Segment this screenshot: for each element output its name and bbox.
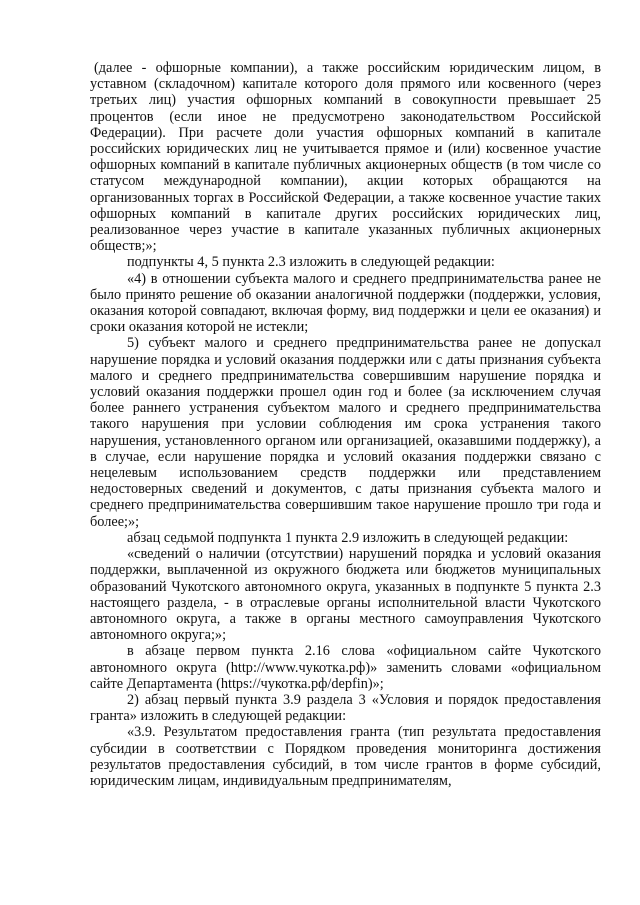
paragraph-clause-2-16: в абзаце первом пункта 2.16 слова «официальном сайте Чукотского автономного округа (http://www.чукотка.рф)» заменить словами «официальном сайте Департамента (https://чукотка.рф/depfin)»; <box>90 643 601 692</box>
paragraph-offshore-definition: (далее - офшорные компании), а также российским юридическим лицом, в уставном (складочном) капитале которого доля прямого или косвенного (через третьих лиц) участия офшорных компаний в совокупности превышает 25 процентов (если иное не предусмотрено законодательством Российской Федерации). При расчете доли участия офшорных компаний в капитале российских юридических лиц не учитывается прямое и (или) косвенное участие офшорных компаний в капитале публичных акционерных обществ (в том числе со статусом международной компании), акции которых обращаются на организованных торгах в Российской Федерации, а также косвенное участие таких офшорных компаний в капитале других российских юридических лиц, реализованное через участие в капитале указанных публичных акционерных обществ;»; <box>90 60 601 255</box>
paragraph-subitem-4: «4) в отношении субъекта малого и среднего предпринимательства ранее не было принято решение об оказании аналогичной поддержки (поддержки, условия, оказания которой совпадают, включая форму, вид поддержки и цели ее оказания) и сроки оказания которой не истекли; <box>90 270 601 336</box>
paragraph-subitems-intro: подпункты 4, 5 пункта 2.3 изложить в следующей редакции: <box>127 254 495 271</box>
paragraph-subitem-5: 5) субъект малого и среднего предпринимательства ранее не допускал нарушение порядка и условий оказания поддержки или с даты признания субъекта малого и среднего предпринимательства совершившим нарушение порядка и условий оказания поддержки прошел один год и более (за исключением случая более раннего устранения субъектом малого и среднего предпринимательства такого нарушения при условии соблюдения им срока устранения такого нарушения, установленного органом или организацией, оказавшими поддержку), а в случае, если нарушение порядка и условий оказания поддержки связано с нецелевым использованием средств поддержки или представлением недостоверных сведений и документов, с даты признания субъекта малого и среднего предпринимательства совершившим такое нарушение прошло три года и более;»; <box>90 335 601 530</box>
paragraph-clause-2-9-intro: абзац седьмой подпункта 1 пункта 2.9 изложить в следующей редакции: <box>127 529 569 546</box>
document-page <box>90 60 601 789</box>
paragraph-clause-3-9-intro: 2) абзац первый пункта 3.9 раздела 3 «Условия и порядок предоставления гранта» изложить в следующей редакции: <box>90 691 601 725</box>
paragraph-clause-2-9-text: «сведений о наличии (отсутствии) нарушений порядка и условий оказания поддержки, выплаченной из окружного бюджета или бюджетов муниципальных образований Чукотского автономного округа, указанных в подпункте 5 пункта 2.3 настоящего раздела, - в отраслевые органы исполнительной власти Чукотского автономного округа, а также в органы местного самоуправления Чукотского автономного округа;»; <box>90 546 601 644</box>
paragraph-clause-3-9-text: «3.9. Результатом предоставления гранта (тип результата предоставления субсидии в соответствии с Порядком проведения мониторинга достижения результатов предоставления субсидий, в том числе грантов в форме субсидий, юридическим лицам, индивидуальным предпринимателям, <box>90 724 601 789</box>
